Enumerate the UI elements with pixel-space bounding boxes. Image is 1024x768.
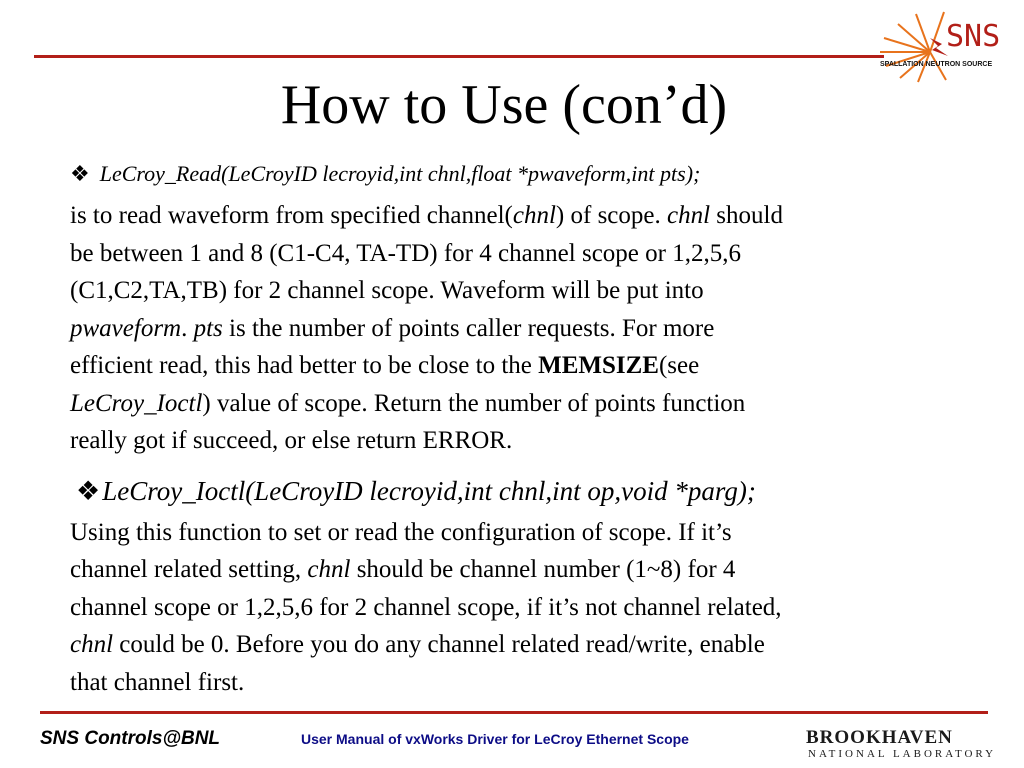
paragraph-lecroy-ioctl (70, 514, 970, 702)
paragraph-line: is to read waveform from specified channel(chnl) of scope. chnl should (70, 202, 783, 229)
top-rule (34, 55, 884, 58)
paragraph-line: channel related setting, chnl should be channel number (1~8) for 4 (70, 556, 736, 583)
paragraph-line: LeCroy_Ioctl) value of scope. Return the number of points function (70, 389, 746, 417)
bottom-rule (40, 711, 988, 714)
sns-wordmark: SNS (946, 19, 1001, 54)
paragraph-line: be between 1 and 8 (C1-C4, TA-TD) for 4 channel scope or 1,2,5,6 (70, 239, 741, 267)
paragraph-line: really got if succeed, or else return ERROR. (70, 427, 513, 454)
paragraph-line: efficient read, this had better to be close to the MEMSIZE(see (70, 352, 700, 379)
paragraph-lecroy-read (70, 197, 970, 460)
brookhaven-wordmark: BROOKHAVEN (806, 727, 953, 748)
bullet-lecroy-read (70, 155, 970, 193)
bullet-lecroy-read-text: LeCroy_Read(LeCroyID lecroyid,int chnl,float *pwaveform,int pts); (99, 161, 701, 186)
diamond-bullet-icon: ❖ (76, 475, 101, 506)
slide-content (70, 155, 970, 701)
paragraph-line: that channel first. (70, 668, 245, 696)
diamond-bullet-icon: ❖ (70, 161, 90, 186)
paragraph-line: Using this function to set or read the configuration of scope. If it’s (70, 518, 732, 546)
paragraph-line: pwaveform. pts is the number of points caller requests. For more (70, 314, 715, 342)
footer-org: SNS Controls@BNL (40, 728, 221, 749)
sns-subtitle: SPALLATION NEUTRON SOURCE (880, 61, 993, 68)
paragraph-line: channel scope or 1,2,5,6 for 2 channel scope, if it’s not channel related, (70, 593, 782, 621)
footer-manual-title: User Manual of vxWorks Driver for LeCroy Ethernet Scope (301, 731, 689, 747)
brookhaven-subtitle: NATIONAL LABORATORY (808, 748, 997, 760)
slide-title: How to Use (con’d) (280, 74, 728, 136)
bullet-lecroy-ioctl (76, 472, 970, 510)
paragraph-line: (C1,C2,TA,TB) for 2 channel scope. Waveform will be put into (70, 277, 704, 304)
bullet-lecroy-ioctl-text: LeCroy_Ioctl(LeCroyID lecroyid,int chnl,int op,void *parg); (102, 475, 756, 506)
brookhaven-logo (806, 727, 997, 762)
paragraph-line: chnl could be 0. Before you do any channel related read/write, enable (70, 631, 765, 658)
